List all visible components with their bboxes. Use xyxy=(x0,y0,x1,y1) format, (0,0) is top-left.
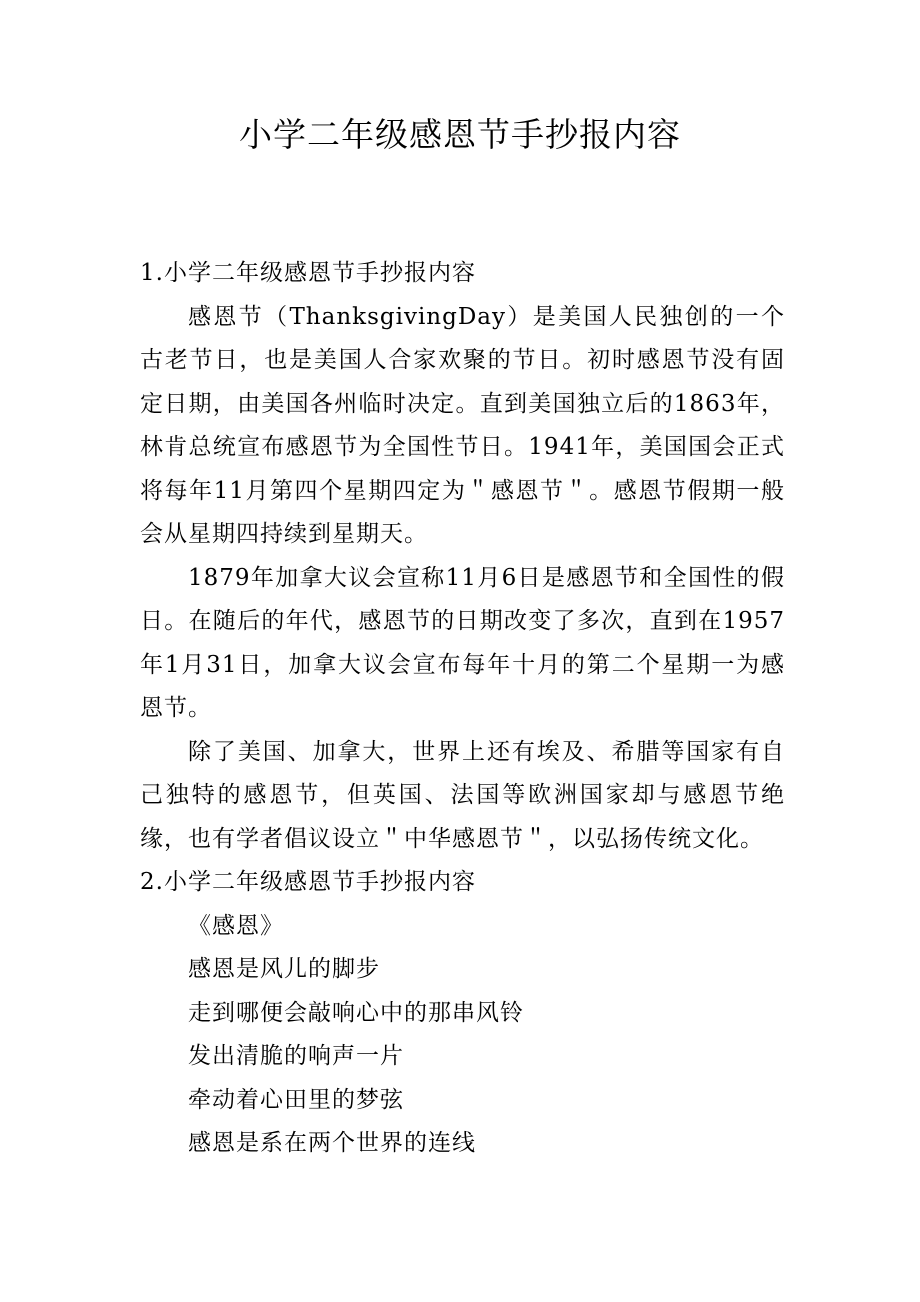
section-heading-2: 2.小学二年级感恩节手抄报内容 xyxy=(140,869,476,895)
poem-line: 牵动着心田里的梦弦 xyxy=(188,1086,404,1113)
poem-line: 感恩是系在两个世界的连线 xyxy=(188,1130,476,1156)
poem-line: 走到哪便会敲响心中的那串风铃 xyxy=(188,999,524,1026)
document-title: 小学二年级感恩节手抄报内容 xyxy=(239,115,681,154)
poem-title: 《感恩》 xyxy=(188,912,284,939)
poem-line: 发出清脆的响声一片 xyxy=(188,1043,404,1069)
paragraph-thanksgiving-origin: 感恩节（ThanksgivingDay）是美国人民独创的一个古老节日，也是美国人合家欢聚的节日。初时感恩节没有固定日期，由美国各州临时决定。直到美国独立后的1863年，林肯总统宣布感恩节为全国性节日。1941年，美国国会正式将每年11月第四个星期四定为＂感恩节＂。感恩节假期一般会从星期四持续到星期天。 xyxy=(140,303,785,547)
document-body xyxy=(140,252,785,1166)
paragraph-canada-thanksgiving: 1879年加拿大议会宣称11月6日是感恩节和全国性的假日。在随后的年代，感恩节的日期改变了多次，直到在1957年1月31日，加拿大议会宣布每年十月的第二个星期一为感恩节。 xyxy=(140,564,785,721)
paragraph-other-countries: 除了美国、加拿大，世界上还有埃及、希腊等国家有自己独特的感恩节，但英国、法国等欧洲国家却与感恩节绝缘，也有学者倡议设立＂中华感恩节＂，以弘扬传统文化。 xyxy=(140,738,785,852)
section-heading-1: 1.小学二年级感恩节手抄报内容 xyxy=(140,260,476,286)
poem-line: 感恩是风儿的脚步 xyxy=(188,956,380,982)
